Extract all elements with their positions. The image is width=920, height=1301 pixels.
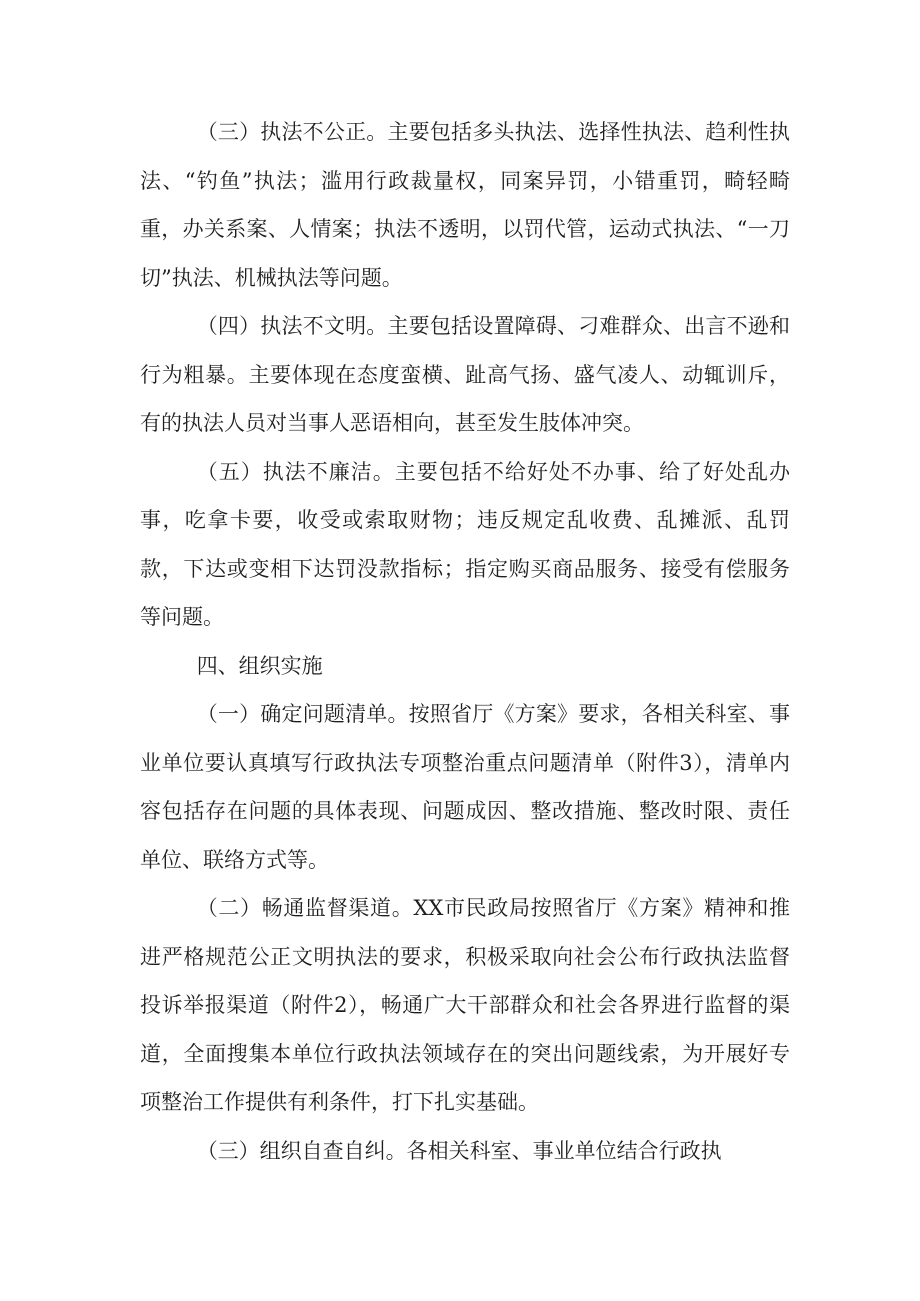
paragraph-section-5-dishonest-enforcement: （五）执法不廉洁。主要包括不给好处不办事、给了好处乱办事，吃拿卡要，收受或索取财物；违反规定乱收费、乱摊派、乱罚款，下达或变相下达罚没款指标；指定购买商品服务、接受有偿服务等问题。 xyxy=(140,459,790,629)
paragraph-step-1-problem-list: （一）确定问题清单。按照省厅《方案》要求，各相关科室、事业单位要认真填写行政执法专项整治重点问题清单（附件3），清单内容包括存在问题的具体表现、问题成因、整改措施、整改时限、责任单位、联络方式等。 xyxy=(140,702,790,872)
paragraph-step-2-supervision-channels: （二）畅通监督渠道。XX市民政局按照省厅《方案》精神和推进严格规范公正文明执法的要求，积极采取向社会公布行政执法监督投诉举报渠道（附件2），畅通广大干部群众和社会各界进行监督的渠道，全面搜集本单位行政执法领域存在的突出问题线索，为开展好专项整治工作提供有利条件，打下扎实基础。 xyxy=(140,896,790,1114)
paragraph-section-3-unfair-enforcement: （三）执法不公正。主要包括多头执法、选择性执法、趋利性执法、“钓鱼”执法；滥用行政裁量权，同案异罚，小错重罚，畸轻畸重，办关系案、人情案；执法不透明，以罚代管，运动式执法、“一刀切”执法、机械执法等问题。 xyxy=(140,120,790,290)
paragraph-step-3-self-inspection: （三）组织自查自纠。各相关科室、事业单位结合行政执 xyxy=(196,1138,722,1163)
document-body xyxy=(140,108,790,1175)
section-heading-organization: 四、组织实施 xyxy=(196,653,323,678)
paragraph-section-4-uncivil-enforcement: （四）执法不文明。主要包括设置障碍、刁难群众、出言不逊和行为粗暴。主要体现在态度蛮横、趾高气扬、盛气凌人、动辄训斥，有的执法人员对当事人恶语相向，甚至发生肢体冲突。 xyxy=(140,314,790,435)
